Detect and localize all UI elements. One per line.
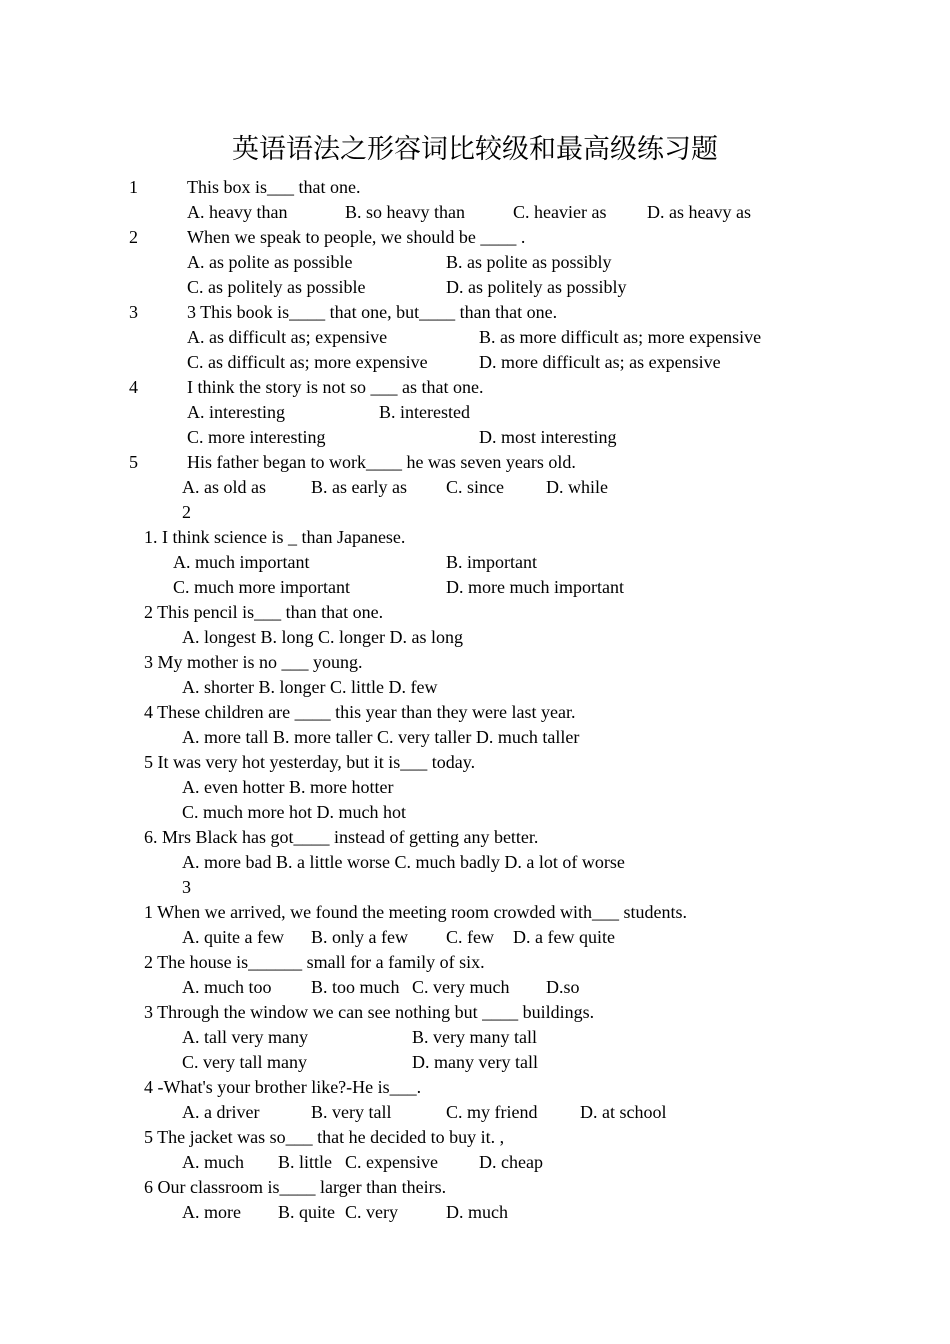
options-text: A. even hotter B. more hotter [182,777,394,797]
question-text: His father began to work____ he was seven years old. [187,452,576,472]
option-c: C. heavier as [513,202,607,222]
option-a: A. heavy than [187,202,288,222]
option-d: D. more much important [446,577,624,597]
option-b: B. as polite as possibly [446,252,612,272]
options-row [0,1200,950,1225]
option-a: A. interesting [187,402,285,422]
option-c: C. more interesting [187,427,326,447]
question-2-1 [0,525,950,550]
options-row [0,350,950,375]
question-text: 4 These children are ____ this year than they were last year. [144,702,576,722]
question-1-5 [0,450,950,475]
option-b: B. very tall [311,1102,392,1122]
option-c: C. very much [412,977,510,997]
question-text: When we speak to people, we should be ____ . [187,227,526,247]
question-text: 6. Mrs Black has got____ instead of getting any better. [144,827,539,847]
question-text: 5 The jacket was so___ that he decided to buy it. , [144,1127,505,1147]
question-3-3 [0,1000,950,1025]
question-2-6 [0,825,950,850]
document-title: 英语语法之形容词比较级和最高级练习题 [232,134,718,165]
option-d: D.so [546,977,580,997]
question-2-3 [0,650,950,675]
question-text: 6 Our classroom is____ larger than theirs. [144,1177,447,1197]
options-row [0,800,950,825]
options-row [0,1025,950,1050]
options-row [0,250,950,275]
options-row [0,725,950,750]
section-2-heading [0,500,950,525]
options-row [0,475,950,500]
question-number: 5 [129,452,138,472]
section-number: 2 [182,502,191,522]
option-a: A. much important [173,552,310,572]
option-b: B. quite [278,1202,335,1222]
question-text: 4 -What's your brother like?-He is___. [144,1077,422,1097]
options-row [0,325,950,350]
option-a: A. as difficult as; expensive [187,327,388,347]
option-d: D. much [446,1202,508,1222]
option-b: B. as more difficult as; more expensive [479,327,762,347]
options-row [0,625,950,650]
option-d: D. more difficult as; as expensive [479,352,721,372]
options-text: A. longest B. long C. longer D. as long [182,627,463,647]
question-text: 3 My mother is no ___ young. [144,652,363,672]
question-number: 2 [129,227,138,247]
option-c: C. expensive [345,1152,438,1172]
option-a: A. much too [182,977,272,997]
options-row [0,425,950,450]
question-text: 1 When we arrived, we found the meeting room crowded with___ students. [144,902,688,922]
option-b: B. as early as [311,477,407,497]
options-row [0,575,950,600]
question-2-5 [0,750,950,775]
options-text: A. more tall B. more taller C. very taller D. much taller [182,727,580,747]
option-c: C. my friend [446,1102,538,1122]
option-d: D. most interesting [479,427,617,447]
option-c: C. very tall many [182,1052,307,1072]
option-b: B. so heavy than [345,202,465,222]
options-row [0,400,950,425]
option-c: C. very [345,1202,398,1222]
option-d: D. a few quite [513,927,615,947]
options-row [0,200,950,225]
options-row [0,975,950,1000]
question-text: 3 This book is____ that one, but____ than that one. [187,302,558,322]
question-text: 3 Through the window we can see nothing but ____ buildings. [144,1002,595,1022]
option-b: B. very many tall [412,1027,537,1047]
option-b: B. little [278,1152,332,1172]
option-c: C. since [446,477,504,497]
question-number: 4 [129,377,138,397]
question-2-2 [0,600,950,625]
option-a: A. quite a few [182,927,284,947]
question-text: 2 The house is______ small for a family of six. [144,952,485,972]
option-d: D. at school [580,1102,667,1122]
section-3-heading [0,875,950,900]
question-3-6 [0,1175,950,1200]
option-b: B. only a few [311,927,408,947]
option-c: C. as politely as possible [187,277,366,297]
question-number: 3 [129,302,138,322]
options-row [0,550,950,575]
options-row [0,1150,950,1175]
question-1-4 [0,375,950,400]
option-c: C. as difficult as; more expensive [187,352,428,372]
question-3-1 [0,900,950,925]
question-1-2 [0,225,950,250]
option-b: B. too much [311,977,400,997]
options-text: C. much more hot D. much hot [182,802,406,822]
option-d: D. while [546,477,608,497]
question-3-5 [0,1125,950,1150]
options-row [0,1100,950,1125]
option-a: A. as polite as possible [187,252,353,272]
question-text: 5 It was very hot yesterday, but it is___ today. [144,752,476,772]
options-row [0,1050,950,1075]
option-b: B. important [446,552,537,572]
question-text: I think the story is not so ___ as that one. [187,377,484,397]
question-text: 1. I think science is _ than Japanese. [144,527,406,547]
option-c: C. much more important [173,577,350,597]
option-a: A. more [182,1202,241,1222]
option-b: B. interested [379,402,470,422]
question-1-3 [0,300,950,325]
question-number: 1 [129,177,138,197]
question-text: This box is___ that one. [187,177,361,197]
options-row [0,850,950,875]
option-d: D. as politely as possibly [446,277,627,297]
question-3-2 [0,950,950,975]
question-2-4 [0,700,950,725]
option-a: A. tall very many [182,1027,308,1047]
option-a: A. much [182,1152,244,1172]
question-1-1 [0,175,950,200]
options-row [0,775,950,800]
options-row [0,925,950,950]
option-d: D. as heavy as [647,202,751,222]
options-text: A. shorter B. longer C. little D. few [182,677,438,697]
section-number: 3 [182,877,191,897]
question-3-4 [0,1075,950,1100]
option-d: D. many very tall [412,1052,538,1072]
option-a: A. a driver [182,1102,260,1122]
option-d: D. cheap [479,1152,543,1172]
options-row [0,275,950,300]
option-c: C. few [446,927,494,947]
options-row [0,675,950,700]
options-text: A. more bad B. a little worse C. much badly D. a lot of worse [182,852,625,872]
question-text: 2 This pencil is___ than that one. [144,602,384,622]
option-a: A. as old as [182,477,266,497]
